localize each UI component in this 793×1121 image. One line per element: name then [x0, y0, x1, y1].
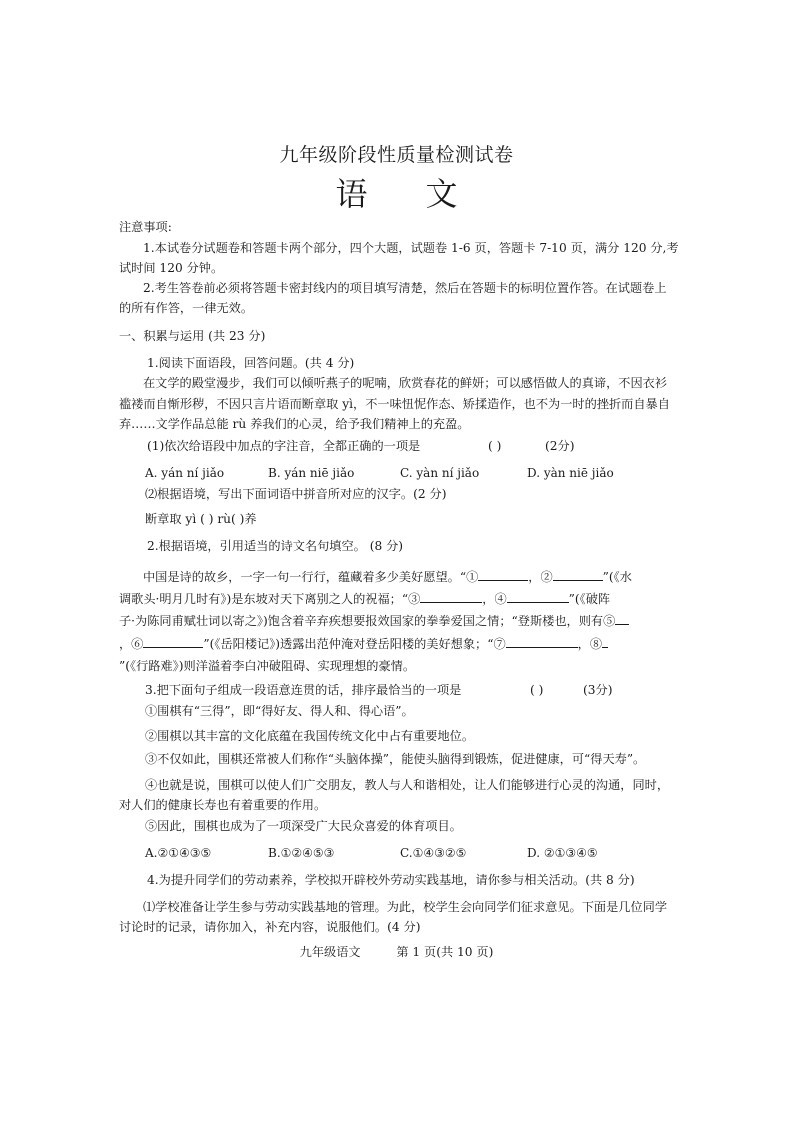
blank-1[interactable] — [478, 568, 528, 581]
blank-5[interactable] — [615, 612, 629, 625]
subject-title: 语文 — [335, 175, 516, 213]
q1-stem: 1.阅读下面语段，回答问题。(共 4 分) — [147, 356, 355, 370]
q1-option-a: A. yán ní jiǎo — [145, 466, 225, 480]
blank-4[interactable] — [507, 590, 569, 603]
notice-item-1: 1.本试卷分试题卷和答题卡两个部分，四个大题，试题卷 1-6 页，答题卡 7-10 页，满分 120 分,考 — [143, 241, 679, 255]
blank-2[interactable] — [553, 568, 603, 581]
q1-option-b: B. yán niē jiǎo — [268, 466, 355, 480]
notice-heading: 注意事项: — [119, 220, 172, 234]
q2-line-2 — [119, 590, 610, 607]
q3-option-a: A.②①④③⑤ — [145, 846, 212, 860]
q2-line-2-end: ”(《破阵 — [568, 592, 611, 606]
q3-sentence-2: ②围棋以其丰富的文化底蕴在我国传统文化中占有重要地位。 — [145, 729, 475, 743]
q1-sub1-answer-paren: ( ) — [488, 439, 502, 453]
footer-subject: 九年级语文 — [299, 945, 361, 959]
q3-stem: 3.把下面句子组成一段语意连贯的话，排序最恰当的一项是 — [145, 683, 462, 697]
q2-line-3 — [119, 612, 629, 629]
q2-line-2-text: 调歌头·明月几时有》)是东坡对天下离别之人的祝福；“③ — [119, 592, 421, 606]
blank-6[interactable] — [143, 635, 203, 648]
page-footer — [0, 944, 793, 960]
q1-sub1: (1)依次给语段中加点的字注音，全都正确的一项是 — [147, 439, 421, 453]
section-heading: 一、积累与运用 (共 23 分) — [119, 329, 266, 343]
q3-sentence-4: ④也就是说，围棋可以使人们广交朋友，教人与人和谐相处，让人们能够进行心灵的沟通，同时， — [145, 778, 670, 792]
exam-title: 九年级阶段性质量检测试卷 — [279, 144, 514, 166]
q2-line-4-mid: ”(《岳阳楼记》)透露出范仲淹对登岳阳楼的美好想象；“⑦ — [203, 637, 506, 651]
q1-paragraph-line-3: 弃……文学作品总能 rù 养我们的心灵，给予我们精神上的充盈。 — [119, 417, 470, 431]
blank-3[interactable] — [420, 590, 482, 603]
q1-sub2-fill-line: 断章取 yì ( ) rù( )养 — [145, 512, 257, 526]
q3-option-b: B.①②④⑤③ — [268, 846, 335, 860]
q2-line-1-text: 中国是诗的故乡，一字一句一行行，蕴藏着多少美好愿望。“① — [143, 570, 479, 584]
q1-paragraph-line-1: 在文学的殿堂漫步，我们可以倾听燕子的呢喃，欣赏春花的鲜妍；可以感悟做人的真谛，不因衣衫 — [143, 376, 668, 390]
q3-option-d: D. ②①③④⑤ — [527, 846, 598, 860]
blank-8[interactable] — [602, 635, 608, 648]
q4-stem: 4.为提升同学们的劳动素养，学校拟开辟校外劳动实践基地，请你参与相关活动。(共 8 分) — [147, 873, 635, 887]
q4-sub1-cont: 讨论时的记录，请你加入，补充内容，说服他们。(4 分) — [119, 920, 421, 934]
q2-line-3-text: 子·为陈同甫赋壮词以寄之》)饱含着辛弃疾想要报效国家的拳拳爱国之情；“登斯楼也，则有⑤ — [119, 614, 616, 628]
q3-sentence-1: ①围棋有“三得”，即“得好友、得人和、得心语”。 — [145, 704, 414, 718]
q2-line-2-mid: ，④ — [482, 592, 507, 606]
footer-page-number: 第 1 页(共 10 页) — [396, 945, 494, 959]
q1-sub1-score: (2分) — [545, 439, 575, 453]
q1-paragraph-line-2: 褴褛而自惭形秽，不因只言片语而断章取 yì，不一味忸怩作态、矫揉造作，也不为一时的挫折而自暴自 — [119, 397, 670, 411]
q2-stem: 2.根据语境，引用适当的诗文名句填空。 (8 分) — [147, 539, 404, 553]
q3-score: (3分) — [583, 683, 613, 697]
q4-sub1: ⑴学校准备让学生参与劳动实践基地的管理。为此，校学生会向同学们征求意见。下面是几位同学 — [143, 900, 668, 914]
notice-item-2: 2.考生答卷前必须将答题卡密封线内的项目填写清楚，然后在答题卡的标明位置作答。在试题卷上 — [143, 281, 667, 295]
q2-line-1-end: ”(《水 — [602, 570, 632, 584]
q2-line-1 — [143, 568, 632, 585]
q1-option-d: D. yàn niē jiǎo — [527, 466, 614, 480]
q3-option-c: C.①④③②⑤ — [400, 846, 467, 860]
q2-line-4 — [119, 635, 608, 652]
q3-answer-paren: ( ) — [530, 683, 544, 697]
q3-sentence-5: ⑤因此，围棋也成为了一项深受广大民众喜爱的体育项目。 — [145, 819, 462, 833]
q3-sentence-4-cont: 对人们的健康长寿也有着重要的作用。 — [119, 798, 327, 812]
notice-item-1-cont: 试时间 120 分钟。 — [119, 261, 224, 275]
q2-line-4-text: ，⑥ — [119, 637, 144, 651]
blank-7[interactable] — [506, 635, 578, 648]
notice-item-2-cont: 的所有作答，一律无效。 — [119, 301, 254, 315]
q2-line-4-end: ，⑧ — [577, 637, 603, 651]
q2-line-1-mid: ，② — [528, 570, 553, 584]
q3-sentence-3: ③不仅如此，围棋还常被人们称作“头脑体操”，能使头脑得到锻炼，促进健康，可“得天寿”。 — [145, 752, 646, 766]
q1-sub2: ⑵根据语境，写出下面词语中拼音所对应的汉字。(2 分) — [145, 487, 447, 501]
q2-line-5: ”(《行路难》)则洋溢着李白冲破阻碍、实现理想的豪情。 — [119, 659, 416, 673]
q1-option-c: C. yàn ní jiǎo — [400, 466, 480, 480]
